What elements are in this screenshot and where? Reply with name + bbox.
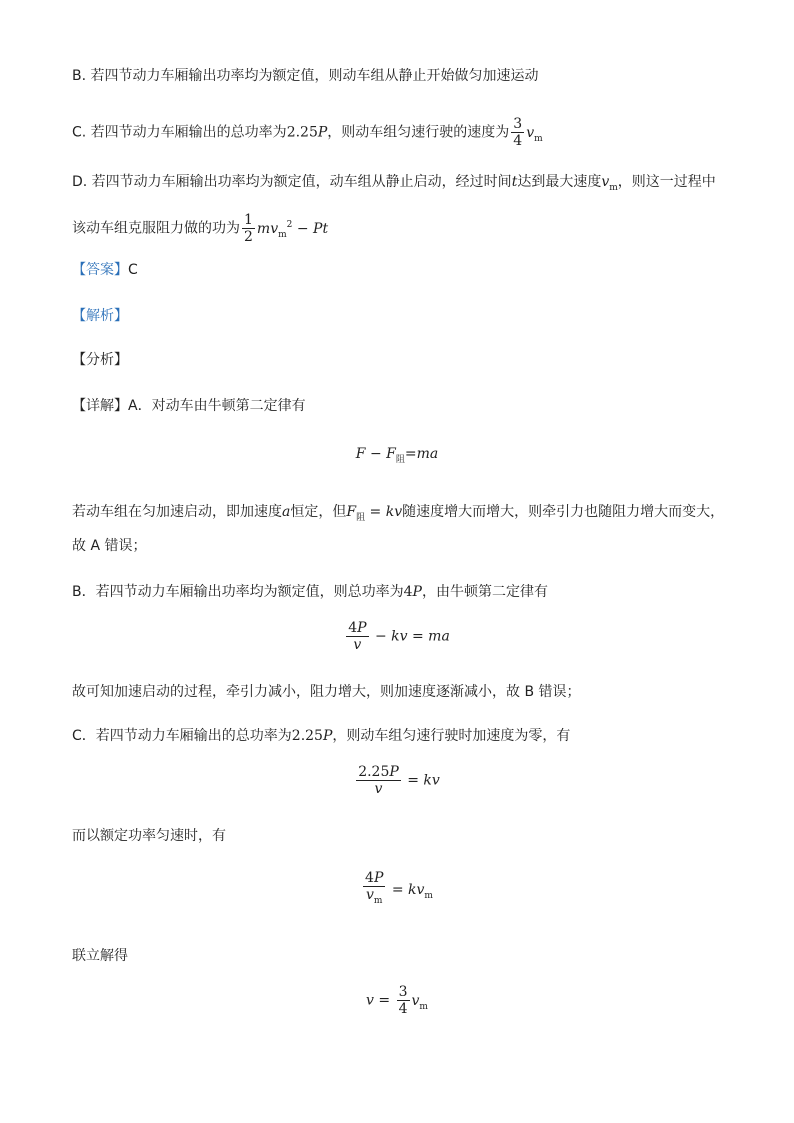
equation-newton-2: $\frac{4P}{v}$ − kv = ma (348, 620, 450, 653)
equation-power-balance: $\frac{2.25P}{v}$ = kv (358, 764, 440, 797)
para-c-line2: 而以额定功率匀速时，有 (72, 828, 226, 844)
equation-result: v = $\frac{3}{4}$ $v_m$ (366, 984, 428, 1017)
analysis-tag: 【解析】 (72, 308, 128, 324)
option-b: B. 若四节动力车厢输出功率均为额定值，则动车组从静止开始做匀加速运动 (72, 68, 539, 84)
para-a-line2: 故 A 错误； (72, 538, 147, 554)
fraction-one-half: $\frac{1}{2}$ (244, 212, 253, 245)
answer-line (72, 260, 138, 280)
detail-line: 【详解】A．对动车由牛顿第二定律有 (72, 398, 306, 414)
equation-rated-power: $\frac{4P}{v_m}$ = $kv_m$ (365, 870, 433, 906)
para-b-line2: 故可知加速启动的过程，牵引力减小，阻力增大，则加速度逐渐减小，故 B 错误； (72, 684, 581, 700)
fenxi-tag: 【分析】 (72, 352, 128, 368)
answer-tag: 【答案】 (72, 262, 128, 278)
answer-value: C (128, 262, 138, 278)
option-d-line1: D. 若四节动力车厢输出功率均为额定值，动车组从静止启动，经过时间t达到最大速度$v_m$，则这一过程中 (72, 174, 716, 193)
equation-newton-1: $F - F_阻=ma$ (355, 446, 439, 465)
para-c-line3: 联立解得 (72, 948, 128, 964)
para-b-line1: B．若四节动力车厢输出功率均为额定值，则总功率为4P，由牛顿第二定律有 (72, 584, 548, 600)
option-d-line2: 该动车组克服阻力做的功为 $\frac{1}{2}$ $mv_m^2 - Pt$ (72, 212, 329, 245)
fraction-three-quarters: $\frac{3}{4}$ (513, 116, 523, 149)
para-c-line1: C．若四节动力车厢输出的总功率为2.25P，则动车组匀速行驶时加速度为零，有 (72, 728, 571, 744)
option-c: C. 若四节动力车厢输出的总功率为2.25P，则动车组匀速行驶的速度为 $\frac{3}{4}$ $v_m$ (72, 116, 543, 149)
para-a-line1: 若动车组在匀加速启动，即加速度a恒定，但$F_阻$ = kv随速度增大而增大，则牵引力也随阻力增大而变大， (72, 504, 725, 523)
